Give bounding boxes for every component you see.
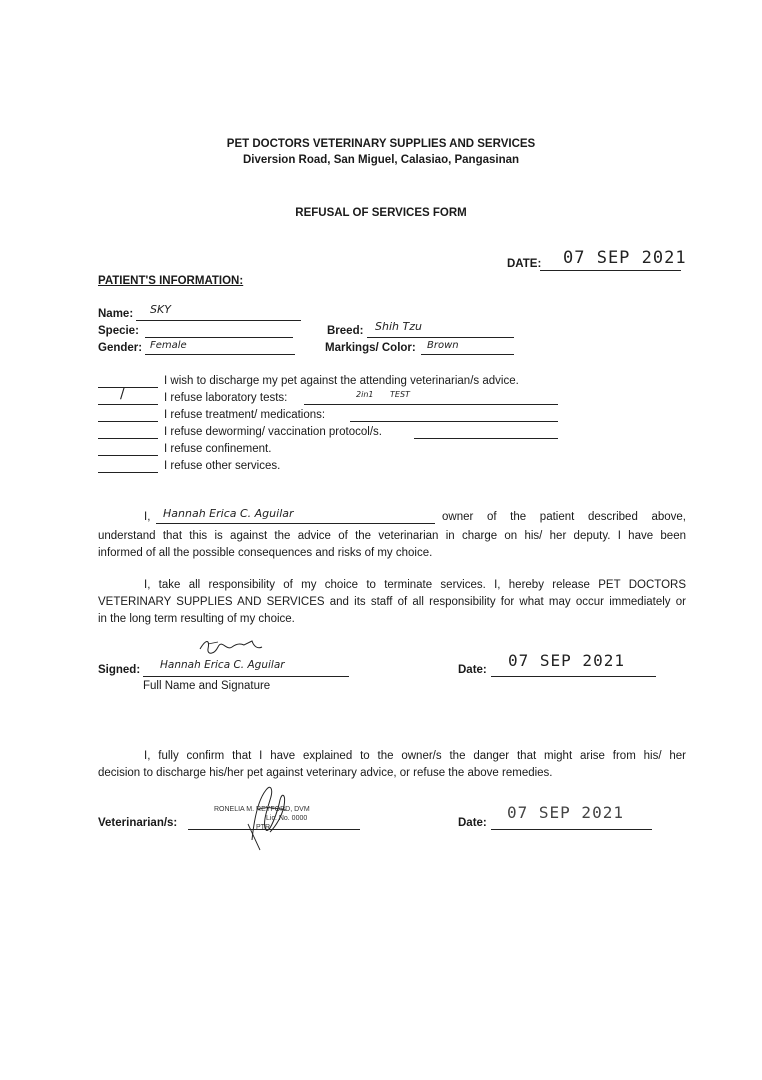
statement3-line2: decision to discharge his/her pet against veterinary advice, or refuse the above remedies.: [98, 767, 553, 779]
statement1-line3: informed of all the possible consequences and risks of my choice.: [98, 547, 433, 559]
specie-label: Specie:: [98, 325, 139, 337]
gender-line: [145, 354, 295, 355]
statement2-line1: I, take all responsibility of my choice to terminate services. I, hereby release PET DOCTORS: [144, 579, 686, 591]
company-name: PET DOCTORS VETERINARY SUPPLIES AND SERVICES: [226, 138, 536, 150]
option-lab-tests[interactable]: [98, 386, 568, 410]
patient-info-title: PATIENT'S INFORMATION:: [98, 275, 244, 287]
option-text: I refuse deworming/ vaccination protocol/s.: [164, 426, 382, 438]
vet-label: Veterinarian/s:: [98, 817, 178, 829]
option-confinement[interactable]: [98, 443, 568, 461]
owner-signature: [196, 635, 266, 659]
specie-line: [145, 337, 293, 338]
markings-label: Markings/ Color:: [325, 342, 416, 354]
signed-date-line: [491, 676, 656, 677]
signed-caption: Full Name and Signature: [143, 680, 271, 692]
signed-label: Signed:: [98, 664, 141, 676]
vet-date-line: [491, 829, 652, 830]
statement1-prefix: I,: [144, 511, 151, 523]
statement2-line3: in the long term resulting of my choice.: [98, 613, 295, 625]
option-checkbox-line[interactable]: [98, 421, 158, 422]
option-text: I refuse other services.: [164, 460, 281, 472]
top-date-label: DATE:: [507, 258, 542, 270]
option-text: I wish to discharge my pet against the attending veterinarian/s advice.: [164, 375, 519, 387]
name-line: [136, 320, 301, 321]
vet-signature: [240, 780, 300, 852]
top-date-value: 07 SEP 2021: [563, 248, 687, 268]
option-checkbox-line[interactable]: [98, 455, 158, 456]
breed-line: [367, 337, 514, 338]
gender-value: Female: [150, 340, 187, 351]
option-mark: /: [120, 386, 125, 402]
breed-label: Breed:: [327, 325, 364, 337]
vet-stamp-license: Lic. No. 0000: [266, 815, 308, 822]
vet-date-value: 07 SEP 2021: [507, 803, 624, 822]
signed-name-value: Hannah Erica C. Aguilar: [160, 659, 285, 671]
option-deworming[interactable]: [98, 426, 568, 444]
option-checkbox-line[interactable]: [98, 404, 158, 405]
signed-date-label: Date:: [458, 664, 487, 676]
option-checkbox-line[interactable]: [98, 438, 158, 439]
name-label: Name:: [98, 308, 134, 320]
option-text: I refuse confinement.: [164, 443, 272, 455]
vet-date-label: Date:: [458, 817, 487, 829]
company-address: Diversion Road, San Miguel, Calasiao, Pangasinan: [242, 154, 520, 166]
vet-stamp-ptr: PTR: [256, 824, 270, 831]
breed-value: Shih Tzu: [375, 320, 422, 333]
option-text: I refuse laboratory tests:: [164, 392, 288, 404]
form-title: REFUSAL OF SERVICES FORM: [295, 207, 467, 219]
name-value: SKY: [150, 303, 171, 316]
option-other-services[interactable]: [98, 460, 568, 478]
markings-value: Brown: [427, 340, 459, 351]
gender-label: Gender:: [98, 342, 143, 354]
statement1-line1-rest: owner of the patient described above,: [442, 511, 686, 523]
option-text: I refuse treatment/ medications:: [164, 409, 326, 421]
option-detail-line: [350, 421, 558, 422]
statement1-line2: understand that this is against the advice of the veterinarian in charge on his/ her deputy. I have been: [98, 530, 686, 542]
option-detail: 2in1 TEST: [356, 390, 410, 399]
owner-name-line: [156, 523, 435, 524]
option-detail-line: [304, 404, 558, 405]
top-date-line: [540, 270, 681, 271]
option-treatment[interactable]: [98, 409, 568, 427]
signed-date-value: 07 SEP 2021: [508, 651, 625, 670]
option-detail-line: [414, 438, 558, 439]
vet-stamp-name: RONELIA M. REYFORD, DVM: [214, 806, 310, 813]
option-discharge[interactable]: [98, 375, 568, 393]
statement2-line2: VETERINARY SUPPLIES AND SERVICES and its staff of all responsibility for what may occur immediately or: [98, 596, 686, 608]
statement3-line1: I, fully confirm that I have explained to the owner/s the danger that might arise from his/ her: [144, 750, 686, 762]
markings-line: [421, 354, 514, 355]
option-checkbox-line[interactable]: [98, 472, 158, 473]
option-checkbox-line[interactable]: [98, 387, 158, 388]
signed-line: [143, 676, 349, 677]
owner-name-value: Hannah Erica C. Aguilar: [163, 507, 294, 520]
